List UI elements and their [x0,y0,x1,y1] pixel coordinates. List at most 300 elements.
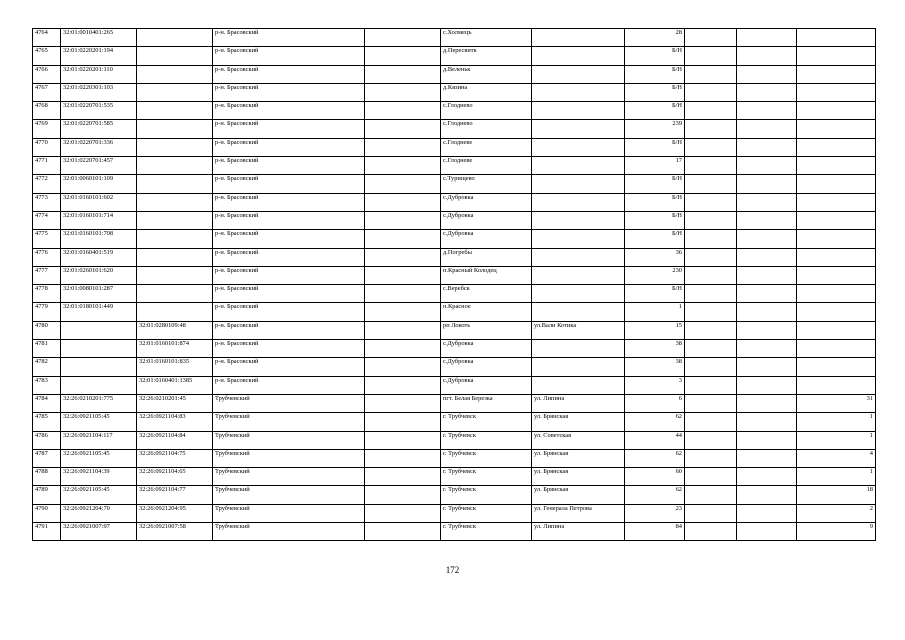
value-cell [797,138,876,156]
district-cell: р-н. Брасовский [213,285,365,303]
house-number-cell: Б/Н [625,102,685,120]
table-row [33,358,876,376]
table-row [33,266,876,284]
empty-cell [685,449,737,467]
empty-cell [365,394,441,412]
cadastral-number-2-cell [137,47,213,65]
house-number-cell: Б/Н [625,193,685,211]
empty-cell [685,266,737,284]
house-number-cell: Б/Н [625,83,685,101]
locality-cell: г. Трубчевск [441,504,532,522]
row-number-cell: 4768 [33,102,61,120]
empty-cell [685,504,737,522]
cadastral-number-cell: 32:26:0921104:39 [61,468,137,486]
value-cell [797,193,876,211]
empty-cell [685,138,737,156]
empty-cell [685,230,737,248]
value-cell [797,211,876,229]
cadastral-number-2-cell: 32:01:0160101:874 [137,340,213,358]
row-number-cell: 4765 [33,47,61,65]
district-cell: р-н. Брасовский [213,193,365,211]
cadastral-number-cell: 32:26:0921105:45 [61,413,137,431]
street-cell: ул. Генерала Петрова [532,504,625,522]
empty-cell [365,248,441,266]
street-cell [532,83,625,101]
district-cell: р-н. Брасовский [213,102,365,120]
cadastral-number-2-cell [137,29,213,47]
row-number-cell: 4790 [33,504,61,522]
row-number-cell: 4777 [33,266,61,284]
locality-cell: г. Трубчевск [441,413,532,431]
empty-cell [365,266,441,284]
table-row [33,321,876,339]
district-cell: р-н. Брасовский [213,47,365,65]
locality-cell: г. Трубчевск [441,431,532,449]
district-cell: Трубчевский [213,431,365,449]
house-number-cell: Б/Н [625,230,685,248]
district-cell: Трубчевский [213,394,365,412]
value-cell [797,157,876,175]
district-cell: Трубчевский [213,413,365,431]
street-cell [532,358,625,376]
cadastral-number-2-cell [137,285,213,303]
house-number-cell: Б/Н [625,175,685,193]
value-cell: 1 [797,413,876,431]
empty-cell [737,468,797,486]
street-cell [532,266,625,284]
cadastral-number-2-cell: 32:01:0160401:1385 [137,376,213,394]
empty-cell [365,449,441,467]
empty-cell [737,340,797,358]
table-row [33,157,876,175]
value-cell [797,65,876,83]
empty-cell [365,29,441,47]
value-cell [797,248,876,266]
house-number-cell: 15 [625,321,685,339]
empty-cell [685,175,737,193]
empty-cell [365,358,441,376]
table-row [33,504,876,522]
street-cell: ул. Советская [532,431,625,449]
table-row [33,47,876,65]
empty-cell [365,211,441,229]
table-row [33,340,876,358]
row-number-cell: 4786 [33,431,61,449]
cadastral-number-cell: 32:26:0210201:775 [61,394,137,412]
cadastral-number-2-cell: 32:26:0210201:45 [137,394,213,412]
empty-cell [685,193,737,211]
row-number-cell: 4769 [33,120,61,138]
cadastral-number-cell [61,340,137,358]
empty-cell [737,230,797,248]
empty-cell [365,303,441,321]
empty-cell [685,303,737,321]
district-cell: Трубчевский [213,486,365,504]
district-cell: р-н. Брасовский [213,120,365,138]
value-cell [797,303,876,321]
street-cell [532,230,625,248]
empty-cell [737,138,797,156]
empty-cell [685,102,737,120]
empty-cell [365,285,441,303]
district-cell: р-н. Брасовский [213,358,365,376]
table-row [33,431,876,449]
value-cell [797,358,876,376]
locality-cell: с.Глодневе [441,157,532,175]
locality-cell: с.Глодневе [441,138,532,156]
value-cell: 18 [797,486,876,504]
table-row [33,120,876,138]
empty-cell [685,376,737,394]
table-row [33,285,876,303]
empty-cell [737,211,797,229]
registry-table-body [33,29,876,541]
locality-cell: с.Дубровка [441,340,532,358]
empty-cell [737,120,797,138]
value-cell [797,340,876,358]
value-cell: 4 [797,449,876,467]
cadastral-number-2-cell: 32:26:0921104:77 [137,486,213,504]
empty-cell [737,376,797,394]
district-cell: р-н. Брасовский [213,65,365,83]
district-cell: р-н. Брасовский [213,303,365,321]
empty-cell [737,523,797,541]
value-cell [797,83,876,101]
cadastral-number-cell: 32:26:0921007:97 [61,523,137,541]
locality-cell: с.Глоднево [441,102,532,120]
empty-cell [685,358,737,376]
row-number-cell: 4766 [33,65,61,83]
district-cell: р-н. Брасовский [213,175,365,193]
street-cell [532,120,625,138]
street-cell [532,376,625,394]
cadastral-number-cell: 32:01:0220301:103 [61,83,137,101]
cadastral-number-cell: 32:01:0080101:287 [61,285,137,303]
house-number-cell: Б/Н [625,65,685,83]
house-number-cell: 62 [625,486,685,504]
locality-cell: г. Трубчевск [441,523,532,541]
cadastral-number-2-cell [137,230,213,248]
cadastral-number-2-cell [137,83,213,101]
empty-cell [685,248,737,266]
row-number-cell: 4783 [33,376,61,394]
value-cell: 1 [797,431,876,449]
cadastral-number-cell: 32:01:0160401:519 [61,248,137,266]
value-cell [797,102,876,120]
cadastral-number-2-cell: 32:01:0160101:835 [137,358,213,376]
cadastral-number-2-cell [137,120,213,138]
empty-cell [737,102,797,120]
empty-cell [737,321,797,339]
street-cell [532,303,625,321]
district-cell: р-н. Брасовский [213,157,365,175]
locality-cell: г. Трубчевск [441,468,532,486]
empty-cell [737,486,797,504]
district-cell: р-н. Брасовский [213,266,365,284]
locality-cell: д.Пересвитк [441,47,532,65]
cadastral-number-2-cell [137,138,213,156]
locality-cell: п.Красный Колодец [441,266,532,284]
table-row [33,523,876,541]
street-cell [532,138,625,156]
empty-cell [737,193,797,211]
row-number-cell: 4771 [33,157,61,175]
empty-cell [737,303,797,321]
value-cell [797,266,876,284]
locality-cell: п.Красное [441,303,532,321]
district-cell: Трубчевский [213,468,365,486]
district-cell: р-н. Брасовский [213,376,365,394]
empty-cell [685,285,737,303]
empty-cell [737,449,797,467]
cadastral-number-cell: 32:01:0180101:449 [61,303,137,321]
empty-cell [737,47,797,65]
cadastral-number-cell: 32:01:0220201:194 [61,47,137,65]
empty-cell [365,102,441,120]
house-number-cell: Б/Н [625,47,685,65]
registry-table [32,28,876,541]
street-cell [532,157,625,175]
street-cell [532,29,625,47]
empty-cell [685,431,737,449]
house-number-cell: 28 [625,29,685,47]
house-number-cell: 84 [625,523,685,541]
house-number-cell: Б/Н [625,211,685,229]
cadastral-number-cell: 32:01:0160101:714 [61,211,137,229]
empty-cell [737,157,797,175]
cadastral-number-cell: 32:01:0220201:110 [61,65,137,83]
empty-cell [737,175,797,193]
empty-cell [737,504,797,522]
house-number-cell: 239 [625,120,685,138]
cadastral-number-cell: 32:26:0921104:117 [61,431,137,449]
row-number-cell: 4774 [33,211,61,229]
empty-cell [737,394,797,412]
value-cell: 2 [797,504,876,522]
locality-cell: пгт. Белая Березка [441,394,532,412]
district-cell: Трубчевский [213,449,365,467]
empty-cell [685,120,737,138]
table-row [33,394,876,412]
value-cell [797,321,876,339]
row-number-cell: 4776 [33,248,61,266]
value-cell [797,230,876,248]
empty-cell [737,248,797,266]
empty-cell [365,120,441,138]
locality-cell: с.Дубровка [441,211,532,229]
empty-cell [685,83,737,101]
locality-cell: с.Дубровка [441,230,532,248]
district-cell: Трубчевский [213,523,365,541]
empty-cell [365,413,441,431]
empty-cell [365,83,441,101]
empty-cell [685,29,737,47]
cadastral-number-2-cell [137,175,213,193]
table-row [33,376,876,394]
cadastral-number-2-cell: 32:26:0921007:58 [137,523,213,541]
cadastral-number-2-cell [137,248,213,266]
district-cell: р-н. Брасовский [213,29,365,47]
row-number-cell: 4782 [33,358,61,376]
cadastral-number-cell: 32:26:0921204:70 [61,504,137,522]
empty-cell [685,47,737,65]
empty-cell [365,193,441,211]
row-number-cell: 4770 [33,138,61,156]
empty-cell [685,523,737,541]
locality-cell: д.Погребы [441,248,532,266]
table-row [33,413,876,431]
street-cell [532,102,625,120]
value-cell [797,285,876,303]
empty-cell [685,211,737,229]
cadastral-number-2-cell: 32:26:0921204:95 [137,504,213,522]
empty-cell [365,138,441,156]
locality-cell: с.Глоднево [441,120,532,138]
row-number-cell: 4787 [33,449,61,467]
house-number-cell: 38 [625,340,685,358]
empty-cell [737,358,797,376]
cadastral-number-2-cell: 32:01:0280109:48 [137,321,213,339]
empty-cell [365,486,441,504]
table-row [33,138,876,156]
district-cell: р-н. Брасовский [213,211,365,229]
table-row [33,175,876,193]
cadastral-number-cell: 32:01:0010401:265 [61,29,137,47]
cadastral-number-cell: 32:01:0220701:585 [61,120,137,138]
empty-cell [365,321,441,339]
street-cell: ул. Брянская [532,449,625,467]
street-cell [532,47,625,65]
house-number-cell: 44 [625,431,685,449]
cadastral-number-cell [61,376,137,394]
value-cell: 1 [797,468,876,486]
value-cell [797,120,876,138]
cadastral-number-cell: 32:01:0260101:620 [61,266,137,284]
value-cell: 9 [797,523,876,541]
house-number-cell: 17 [625,157,685,175]
table-row [33,486,876,504]
cadastral-number-2-cell [137,193,213,211]
table-row [33,248,876,266]
cadastral-number-cell: 32:01:0220701:336 [61,138,137,156]
street-cell [532,193,625,211]
house-number-cell: 3 [625,376,685,394]
row-number-cell: 4779 [33,303,61,321]
district-cell: р-н. Брасовский [213,230,365,248]
cadastral-number-cell [61,321,137,339]
empty-cell [737,413,797,431]
row-number-cell: 4784 [33,394,61,412]
house-number-cell: 1 [625,303,685,321]
house-number-cell: 6 [625,394,685,412]
house-number-cell: 38 [625,358,685,376]
locality-cell: г. Трубчевск [441,486,532,504]
street-cell: ул. Липина [532,394,625,412]
empty-cell [365,504,441,522]
empty-cell [365,468,441,486]
street-cell: ул. Брянская [532,413,625,431]
locality-cell: с.Дубровка [441,376,532,394]
table-row [33,468,876,486]
empty-cell [685,468,737,486]
empty-cell [685,157,737,175]
locality-cell: с.Турищево [441,175,532,193]
district-cell: Трубчевский [213,504,365,522]
locality-cell: с.Веребск [441,285,532,303]
cadastral-number-cell: 32:26:0921105:45 [61,486,137,504]
cadastral-number-cell: 32:01:0220701:457 [61,157,137,175]
row-number-cell: 4791 [33,523,61,541]
row-number-cell: 4780 [33,321,61,339]
table-row [33,449,876,467]
cadastral-number-cell: 32:01:0160101:602 [61,193,137,211]
district-cell: р-н. Брасовский [213,321,365,339]
cadastral-number-cell [61,358,137,376]
page-number: 172 [445,565,460,575]
empty-cell [737,29,797,47]
cadastral-number-cell: 32:01:0220701:535 [61,102,137,120]
locality-cell: с.Дубровка [441,193,532,211]
empty-cell [365,230,441,248]
street-cell [532,65,625,83]
value-cell [797,47,876,65]
street-cell [532,340,625,358]
district-cell: р-н. Брасовский [213,248,365,266]
street-cell [532,285,625,303]
cadastral-number-2-cell: 32:26:0921104:75 [137,449,213,467]
cadastral-number-2-cell [137,157,213,175]
locality-cell: с.Дубровка [441,358,532,376]
row-number-cell: 4767 [33,83,61,101]
value-cell [797,29,876,47]
empty-cell [365,523,441,541]
empty-cell [685,394,737,412]
cadastral-number-2-cell: 32:26:0921104:84 [137,431,213,449]
empty-cell [685,413,737,431]
empty-cell [365,340,441,358]
locality-cell: д.Веленьк [441,65,532,83]
row-number-cell: 4773 [33,193,61,211]
empty-cell [365,65,441,83]
street-cell: ул. Брянская [532,468,625,486]
street-cell [532,248,625,266]
value-cell [797,175,876,193]
empty-cell [365,47,441,65]
cadastral-number-2-cell: 32:26:0921104:65 [137,468,213,486]
table-row [33,230,876,248]
empty-cell [365,175,441,193]
empty-cell [685,65,737,83]
house-number-cell: 62 [625,449,685,467]
row-number-cell: 4772 [33,175,61,193]
locality-cell: с.Холмецъ [441,29,532,47]
street-cell: ул. Липина [532,523,625,541]
row-number-cell: 4785 [33,413,61,431]
house-number-cell: 62 [625,413,685,431]
table-row [33,29,876,47]
empty-cell [365,157,441,175]
locality-cell: г. Трубчевск [441,449,532,467]
row-number-cell: 4764 [33,29,61,47]
house-number-cell: 230 [625,266,685,284]
value-cell [797,376,876,394]
cadastral-number-2-cell: 32:26:0921104:83 [137,413,213,431]
empty-cell [685,321,737,339]
street-cell [532,211,625,229]
value-cell: 31 [797,394,876,412]
house-number-cell: Б/Н [625,285,685,303]
house-number-cell: 36 [625,248,685,266]
